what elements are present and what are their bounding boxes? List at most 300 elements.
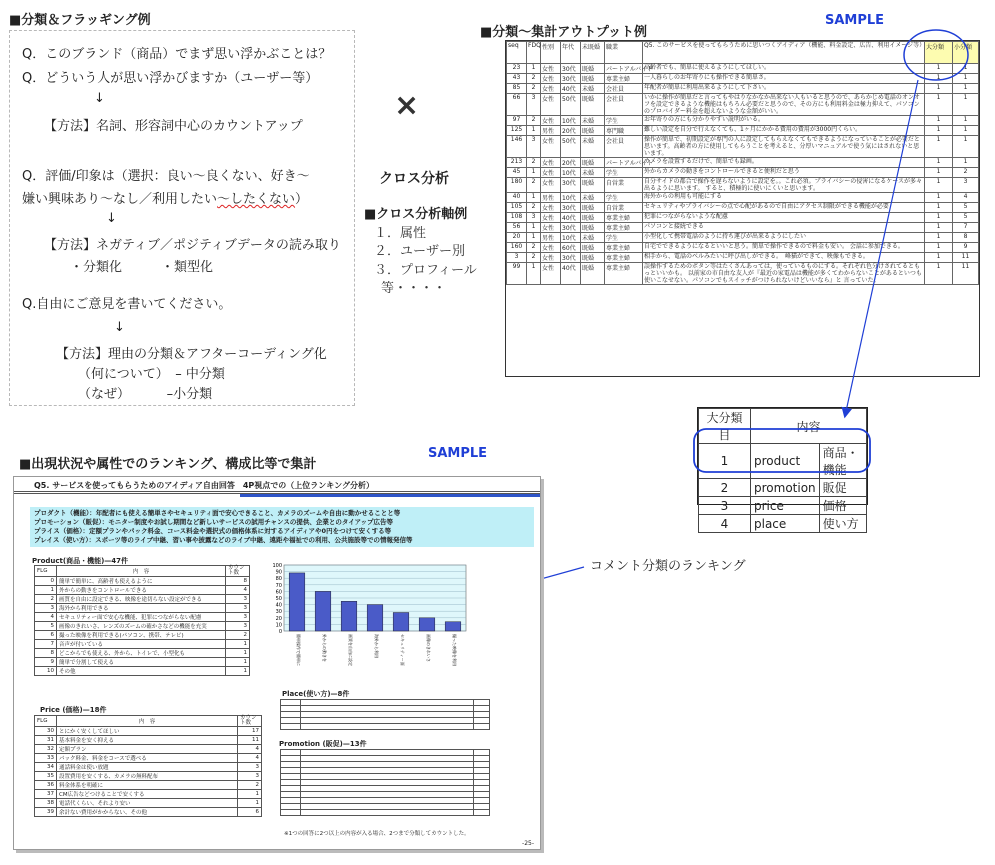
table-cell: 56 (507, 223, 527, 233)
flg-cell: 0 (35, 577, 57, 586)
flg-cell: 2 (35, 595, 57, 604)
flg-cell: 34 (35, 763, 57, 772)
table-cell: 男性 (541, 193, 561, 203)
report-table-row (35, 736, 262, 745)
content-cell: どこからでも使える、外から、トイレで、小型化も (57, 649, 226, 658)
table-cell: 2 (527, 253, 541, 263)
place-label: Place(使い方)—8件 (282, 690, 350, 698)
axis-item: ２．ユーザー別 (374, 244, 466, 259)
table-cell: 1 (925, 116, 953, 126)
content-cell: 画像のきれいさ、レンズのズームの確かさなどの機能を充実 (57, 622, 226, 631)
table-cell: 女性 (541, 203, 561, 213)
flg-cell: 3 (35, 604, 57, 613)
table-cell: 1 (527, 168, 541, 178)
output-heading: ■分類～集計アウトプット例 (480, 25, 647, 40)
report-table-row (35, 595, 250, 604)
summary-line: プロダクト（機能）：年配者にも使える簡単さやセキュリティ面で安心できること、カメラのズームや自由に動かせることと等 (34, 509, 401, 517)
product-bar-chart (266, 561, 476, 681)
table-cell: 1 (527, 126, 541, 136)
report-table-row (35, 649, 250, 658)
table-header-cell: 大分類 (925, 42, 953, 64)
question-free: Q.自由にご意見を書いてください。 (22, 297, 232, 312)
table-cell: 専業主婦 (605, 253, 643, 263)
blank-cell (281, 810, 301, 816)
chart-y-tick: 0 (278, 629, 282, 635)
axis-heading: ■クロス分析軸例 (364, 207, 468, 222)
table-cell: 既婚 (581, 213, 605, 223)
table-cell: 108 (507, 213, 527, 223)
content-cell: 海外から利用できる (57, 604, 226, 613)
category-header-content: 内容 (751, 409, 867, 444)
method-coding-why: （なぜ） –小分類 (78, 387, 213, 402)
table-cell: 1 (925, 203, 953, 213)
count-cell: 1 (238, 799, 262, 808)
flg-cell: 35 (35, 772, 57, 781)
annotation-arrow (845, 80, 918, 416)
method-sentiment-sub: ・分類化 ・類型化 (70, 260, 214, 275)
category-content: 販促 (819, 479, 866, 497)
table-cell: 99 (507, 263, 527, 285)
report-title-bar (240, 494, 540, 497)
flg-cell: 10 (35, 667, 57, 676)
report-summary-box (30, 507, 534, 547)
highlight-ellipse (904, 30, 968, 80)
table-cell: お年寄りの方にも分かりやすい説明がいる。 (643, 116, 925, 126)
table-cell: 自営業 (605, 178, 643, 193)
highlight-rounded-rect (694, 429, 870, 472)
summary-line: プレイス（使い方）：スポーツ等のライブ中継、習い事や披露などのライブ中継、遠距や福祉での利用、公共施設等での情報発信等 (34, 536, 413, 544)
table-cell: 50代 (561, 136, 581, 158)
table-cell: 3 (507, 253, 527, 263)
table-cell: 45 (507, 168, 527, 178)
flg-header: FLG (35, 566, 57, 577)
chart-y-tick: 50 (275, 596, 282, 602)
flg-cell: 39 (35, 808, 57, 817)
page-number: -25- (522, 840, 534, 847)
content-cell: CM広告などつけることで安くする (57, 790, 238, 799)
report-table-row (35, 799, 262, 808)
report-table-row (35, 577, 250, 586)
chart-bar (341, 601, 357, 631)
table-cell: 女性 (541, 253, 561, 263)
report-table-row (35, 754, 262, 763)
table-cell: 女性 (541, 223, 561, 233)
report-page (13, 476, 541, 850)
table-cell: 操作が簡単で、初期設定が専門の人に設定してもらえなくてもできるようになっていることが必要だと思います。高齢者の方に使用してもらうことを考えると、分厚いマニュアルで使う気にはされないと思います。 (643, 136, 925, 158)
count-cell: 6 (238, 808, 262, 817)
table-cell: 既婚 (581, 263, 605, 285)
table-cell: 160 (507, 243, 527, 253)
flagging-heading: ■分類＆フラッギング例 (9, 13, 151, 28)
table-cell: 180 (507, 178, 527, 193)
table-cell: 20代 (561, 158, 581, 168)
chart-y-tick: 40 (275, 602, 282, 609)
chart-bar (445, 622, 461, 631)
category-code: product (751, 444, 820, 479)
count-cell: 1 (238, 790, 262, 799)
category-number: 2 (699, 479, 751, 497)
table-cell: 犯罪につながらないような配慮 (643, 213, 925, 223)
table-cell: 女性 (541, 243, 561, 253)
table-cell: セキュリティやプライバシーの点で心配があるので自由にアクセス制限ができる機能が必要 (643, 203, 925, 213)
chart-y-tick: 90 (275, 569, 282, 576)
table-cell: 43 (507, 74, 527, 84)
summary-line: プロモーション（販促）：モニター制度やお試し期間など新しいサービスの試用チャンスの提供、企業とのタイアップ広告等 (34, 518, 394, 526)
promotion-table (280, 749, 490, 816)
table-cell: 1 (925, 136, 953, 158)
table-cell: パソコンと接続できる (643, 223, 925, 233)
table-cell: 85 (507, 84, 527, 94)
table-cell: 1 (925, 263, 953, 285)
table-cell: 40代 (561, 263, 581, 285)
content-cell: その他 (57, 667, 226, 676)
count-header: カウント数 (226, 566, 250, 577)
category-content: 商品・機能 (819, 444, 866, 479)
count-cell: 1 (226, 658, 250, 667)
table-cell: 女性 (541, 64, 561, 74)
report-table-row (35, 604, 250, 613)
chart-x-label: 簡単操作で簡単に (296, 634, 301, 666)
table-cell: 自営業 (605, 203, 643, 213)
table-cell: 難しい設定を自分で行えなくても、1ヶ月にかかる費用の費用が3000円くらい。 (643, 126, 925, 136)
chart-y-tick: 60 (275, 589, 282, 596)
chart-x-label: セキュリティー面 (400, 634, 405, 666)
table-cell: 1 (953, 158, 979, 168)
table-cell: 2 (527, 243, 541, 253)
content-cell: 電話代くらい、それより安い (57, 799, 238, 808)
table-cell: 学生 (605, 193, 643, 203)
table-cell: 既婚 (581, 74, 605, 84)
report-table-row (35, 745, 262, 754)
ranking-heading: ■出現状況や属性でのランキング、構成比等で集計 (19, 457, 317, 472)
chart-y-tick: 10 (275, 622, 282, 629)
count-cell: 3 (226, 595, 250, 604)
flg-cell: 37 (35, 790, 57, 799)
flg-cell: 31 (35, 736, 57, 745)
report-table-row (35, 808, 262, 817)
table-cell: 2 (527, 84, 541, 94)
summary-line: プライス（価格）：定額プランやパック料金、コース料金や選択式の価格体系に対するアイディアや0円をつけて安くする等 (34, 527, 392, 535)
price-label: Price (価格)—18件 (40, 706, 107, 714)
cross-analysis-title: クロス分析 (379, 171, 449, 187)
table-header-cell: Q5. このサービスを使ってもらうために思いつくアイディア（機能、料金設定、広告、利用イメージ等） (643, 42, 925, 64)
count-cell: 1 (226, 667, 250, 676)
flg-cell: 8 (35, 649, 57, 658)
content-cell: 撮った映像を利用できる(パソコン、携帯、テレビ) (57, 631, 226, 640)
table-cell: 1 (527, 263, 541, 285)
chart-bar (289, 573, 305, 631)
cross-symbol: × (394, 88, 420, 123)
chart-y-tick: 80 (275, 576, 282, 583)
report-table-row (35, 658, 250, 667)
method-coding: 【方法】理由の分類＆アフターコーディング化 (56, 347, 327, 362)
count-cell: 11 (238, 736, 262, 745)
count-cell: 3 (238, 763, 262, 772)
report-table-row (35, 586, 250, 595)
method-sentiment: 【方法】ネガティブ／ポジティブデータの読み取り (44, 238, 341, 253)
category-code: price (751, 497, 820, 515)
chart-y-tick: 30 (275, 609, 282, 616)
table-cell: 1 (925, 74, 953, 84)
table-cell: 会社員 (605, 84, 643, 94)
count-cell: 3 (226, 604, 250, 613)
report-table-row (281, 724, 490, 730)
content-cell: 余計ない費用がかからない、その他 (57, 808, 238, 817)
category-content: 使い方 (819, 515, 866, 533)
table-cell: 会社員 (605, 94, 643, 116)
table-cell: 3 (527, 213, 541, 223)
count-cell: 3 (226, 613, 250, 622)
table-cell: 30代 (561, 203, 581, 213)
table-cell: 2 (527, 74, 541, 84)
table-cell: 1 (527, 193, 541, 203)
table-cell: 5 (953, 213, 979, 223)
down-arrow: ↓ (114, 320, 125, 335)
report-note: ※1つの回答に2つ以上の内容が入る場合、2つまで分類してカウントした。 (284, 831, 470, 837)
table-cell: 既婚 (581, 64, 605, 74)
product-table (34, 565, 250, 676)
content-cell: セキュリティー面で安心な機能、犯罪につながらない配慮 (57, 613, 226, 622)
table-cell: 既婚 (581, 94, 605, 116)
table-cell: 小型化して携帯電話のように持ち運びが出来るようにしたい (643, 233, 925, 243)
count-cell: 3 (238, 772, 262, 781)
table-cell: 105 (507, 203, 527, 213)
chart-bar (367, 605, 383, 631)
table-header-cell: 未既婚 (581, 42, 605, 64)
table-cell: 1 (925, 64, 953, 74)
table-cell: 女性 (541, 168, 561, 178)
chart-bar (419, 618, 435, 631)
count-cell: 2 (226, 631, 250, 640)
table-cell: 会社員 (605, 136, 643, 158)
count-cell: 1 (226, 640, 250, 649)
content-header: 内 容 (57, 566, 226, 577)
count-cell: 4 (226, 586, 250, 595)
category-header-no: 大分類目 (699, 409, 751, 444)
content-cell: 設置費用を安くする、カメラの無料配布 (57, 772, 238, 781)
table-cell: 1 (953, 94, 979, 116)
count-cell: 2 (238, 781, 262, 790)
table-cell: 未婚 (581, 136, 605, 158)
table-cell: 専門職 (605, 126, 643, 136)
table-header-cell: seq (507, 42, 527, 64)
table-cell: 女性 (541, 94, 561, 116)
sample-label-bottom: SAMPLE (428, 446, 488, 461)
place-table (280, 699, 490, 730)
table-cell: 専業主婦 (605, 243, 643, 253)
table-cell: パートアルバイト (605, 64, 643, 74)
sample-label-top: SAMPLE (825, 13, 885, 28)
table-cell: 学生 (605, 168, 643, 178)
flg-cell: 33 (35, 754, 57, 763)
table-cell: 男性 (541, 233, 561, 243)
table-cell: 女性 (541, 136, 561, 158)
table-cell: 1 (925, 178, 953, 193)
report-table-row (35, 622, 250, 631)
table-cell: 海外からの利用も可能にする (643, 193, 925, 203)
product-label: Product(商品・機能)—47件 (32, 557, 129, 565)
table-cell: 女性 (541, 178, 561, 193)
table-cell: 女性 (541, 158, 561, 168)
table-cell: 外からカメラの動きをコントロールできると便利だと思う (643, 168, 925, 178)
report-table-row (35, 772, 262, 781)
flg-cell: 6 (35, 631, 57, 640)
table-cell: 学生 (605, 233, 643, 243)
table-cell: 20 (507, 233, 527, 243)
table-cell: 既婚 (581, 158, 605, 168)
flg-cell: 4 (35, 613, 57, 622)
category-code: place (751, 515, 820, 533)
question-evaluation: Q．評価/印象は（選択：良い～良くない、好き～ (22, 169, 310, 184)
table-cell: 2 (527, 178, 541, 193)
table-cell: 専業主婦 (605, 213, 643, 223)
axis-item: ３．プロフィール (374, 263, 477, 278)
down-arrow: ↓ (106, 211, 117, 226)
table-cell: 女性 (541, 213, 561, 223)
method-coding-what: （何について） – 中分類 (78, 367, 225, 382)
chart-bar (393, 613, 409, 631)
chart-y-tick: 20 (275, 615, 282, 622)
flg-cell: 9 (35, 658, 57, 667)
table-cell: 10代 (561, 168, 581, 178)
table-cell: 自分サイドの都合で操作を遅らないように設定を。。これ必須。プライバシーの侵害になるケースが多々出るように思います。 すると、積極的に使いにくいと思います。 (643, 178, 925, 193)
table-cell: 10代 (561, 116, 581, 126)
chart-x-label: 画像のきれいさ (426, 634, 431, 662)
flg-cell: 30 (35, 727, 57, 736)
table-cell: 誤操作するためのボタン等はたくさんあっては、使っているものにする。それぞれ色分けされてるともっといいかも。 以前家の市自由な友人が『最近の家電品は機能が多くてわからないことがあるといつも使いこなせない。パソコンでもスイッチがつけられないけどいいなら』と 言っていた。 (643, 263, 925, 285)
table-cell: 10代 (561, 233, 581, 243)
table-cell: 1 (953, 84, 979, 94)
table-cell: 1 (925, 126, 953, 136)
table-cell: 専業主婦 (605, 263, 643, 285)
table-cell: 既婚 (581, 178, 605, 193)
content-cell: 画質を自由に設定できる、映像を途切らない設定ができる (57, 595, 226, 604)
count-cell: 8 (226, 577, 250, 586)
report-table-row (35, 763, 262, 772)
table-cell: 相手から、電話のベルみたいに呼び出しができる。 峰猫ができて、映像もできる。 (643, 253, 925, 263)
table-cell: 女性 (541, 74, 561, 84)
table-cell: 23 (507, 64, 527, 74)
table-cell: 自宅でできるようになるといいと思う。簡単で操作できるので料金も安い。 会話に参加できる。 (643, 243, 925, 253)
table-cell: 30代 (561, 178, 581, 193)
table-cell: 3 (527, 136, 541, 158)
blank-cell (281, 724, 301, 730)
table-cell: 10代 (561, 193, 581, 203)
table-cell: 11 (953, 263, 979, 285)
category-content: 価格 (819, 497, 866, 515)
table-cell: 1 (925, 84, 953, 94)
content-cell: 料金体系を明確に (57, 781, 238, 790)
chart-bar (315, 591, 331, 631)
count-cell: 3 (226, 622, 250, 631)
content-cell: 簡単で簡単に、高齢者も使えるように (57, 577, 226, 586)
flg-cell: 7 (35, 640, 57, 649)
content-cell: 簡単で分割して使える (57, 658, 226, 667)
table-cell: 125 (507, 126, 527, 136)
question-evaluation-cont: 嫌い興味あり～なし／利用したい～したくない） (22, 192, 309, 207)
count-cell: 4 (238, 754, 262, 763)
table-cell: 年配者が簡単に利用出来るようにして下さい。 (643, 84, 925, 94)
table-cell: 一人暮らしのお年寄りにも操作できる簡単さ。 (643, 74, 925, 84)
table-cell: 50代 (561, 94, 581, 116)
question-brand: Q．このブランド（商品）でまず思い浮かぶことは？ (22, 47, 332, 62)
table-cell: 60代 (561, 243, 581, 253)
table-cell: 既婚 (581, 203, 605, 213)
table-cell: 1 (527, 223, 541, 233)
category-number: 3 (699, 497, 751, 515)
table-cell: 1 (925, 94, 953, 116)
chart-x-label: 画質を自由に設定 (348, 634, 353, 666)
table-cell: 専業主婦 (605, 223, 643, 233)
report-table-row (35, 781, 262, 790)
question-user: Q．どういう人が思い浮かびますか（ユーザー等） (22, 71, 319, 86)
table-cell: 男性 (541, 126, 561, 136)
content-cell: とにかく安くしてほしい (57, 727, 238, 736)
table-cell: 7 (953, 223, 979, 233)
report-table-row (35, 640, 250, 649)
flg-cell: 5 (35, 622, 57, 631)
table-cell: 未婚 (581, 168, 605, 178)
table-cell: 1 (925, 223, 953, 233)
table-cell: 40代 (561, 213, 581, 223)
table-header-cell: 性別 (541, 42, 561, 64)
count-header: カウント数 (238, 716, 262, 727)
table-cell: 学生 (605, 116, 643, 126)
table-cell: 40代 (561, 84, 581, 94)
table-cell: 1 (925, 243, 953, 253)
category-code: promotion (751, 479, 820, 497)
category-number: 1 (699, 444, 751, 479)
table-cell: 2 (527, 158, 541, 168)
report-table-row (35, 613, 250, 622)
content-cell: 通話料金は使い放題 (57, 763, 238, 772)
table-cell: いかに操作が簡単だと言ってもやはりなかなか出来ない人もいると思うので、あらかじめ電話のオンオフを設定できるような機能はもちろん必要だと思うので、その方にも利用料金は極力抑えて、パソコンのプロバイダー料金を超えないような金額がいい。 (643, 94, 925, 116)
table-cell: 既婚 (581, 243, 605, 253)
blank-cell (301, 724, 474, 730)
table-cell: 4 (953, 193, 979, 203)
table-cell: 未婚 (581, 84, 605, 94)
table-cell: 女性 (541, 84, 561, 94)
table-cell: 1 (925, 213, 953, 223)
table-cell: 97 (507, 116, 527, 126)
promotion-label: Promotion (販促)—13件 (279, 740, 367, 748)
table-cell: 1 (925, 158, 953, 168)
table-cell: 1 (953, 116, 979, 126)
down-arrow: ↓ (94, 91, 105, 106)
flg-cell: 36 (35, 781, 57, 790)
axis-item: 等・・・・ (381, 281, 447, 296)
table-cell: 66 (507, 94, 527, 116)
table-cell: 30代 (561, 253, 581, 263)
table-cell: 未婚 (581, 116, 605, 126)
table-cell: 20代 (561, 126, 581, 136)
count-cell: 17 (238, 727, 262, 736)
blank-cell (474, 810, 490, 816)
table-cell: 女性 (541, 263, 561, 285)
comment-ranking-label: コメント分類のランキング (590, 559, 746, 574)
table-cell: 女性 (541, 116, 561, 126)
flg-header: FLG (35, 716, 57, 727)
report-table-row (35, 727, 262, 736)
table-cell: 1 (953, 64, 979, 74)
table-header-cell: 年代 (561, 42, 581, 64)
table-cell: 30代 (561, 64, 581, 74)
table-cell: 1 (527, 64, 541, 74)
flg-cell: 32 (35, 745, 57, 754)
chart-x-label: 外からの動きを (322, 634, 327, 662)
table-cell: 2 (953, 168, 979, 178)
method-count: 【方法】名詞、形容詞中心のカウントアップ (44, 119, 303, 134)
